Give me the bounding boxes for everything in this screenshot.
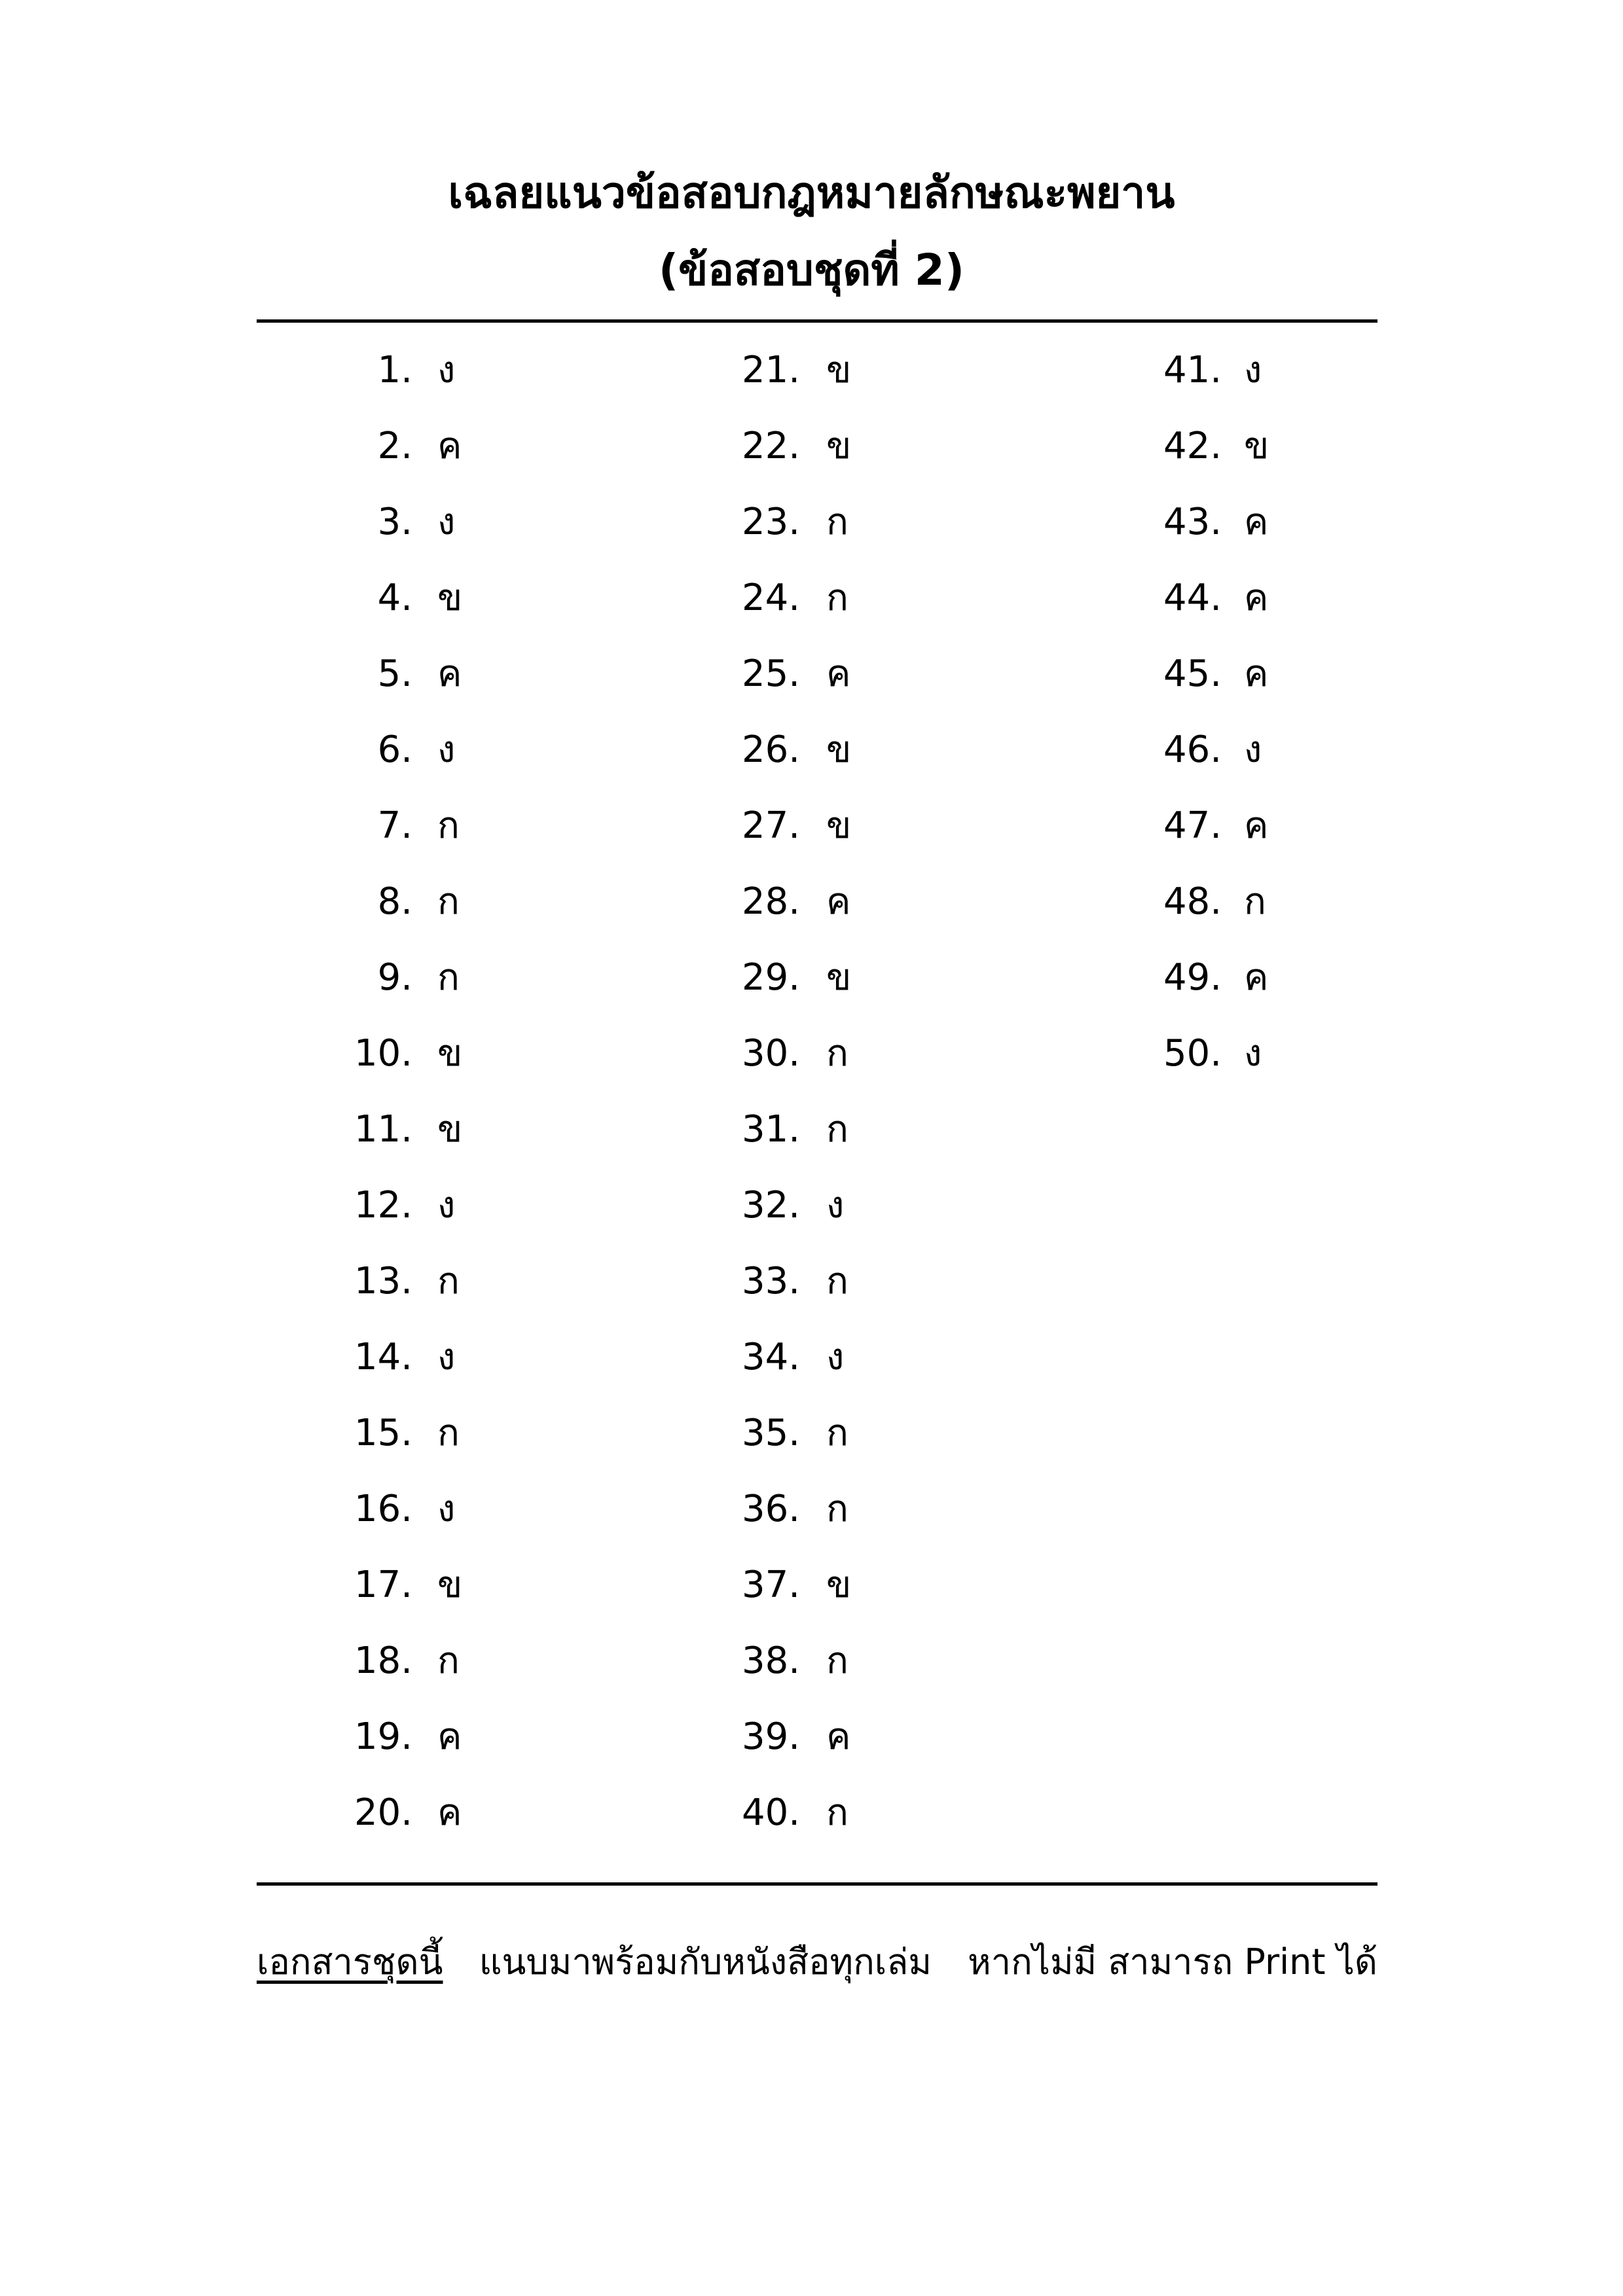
question-number: 29. xyxy=(741,956,800,999)
question-number: 24. xyxy=(741,577,800,619)
question-number: 44. xyxy=(1163,577,1222,619)
question-number: 38. xyxy=(741,1640,800,1682)
answer-choice: ก xyxy=(437,880,460,923)
answer-row xyxy=(0,725,1262,801)
question-number: 16. xyxy=(354,1488,412,1530)
question-number: 23. xyxy=(741,501,800,543)
answer-column-3 xyxy=(0,346,1269,1105)
answer-choice: ง xyxy=(437,349,456,391)
question-number: 14. xyxy=(354,1336,412,1378)
question-number: 37. xyxy=(741,1564,800,1606)
answer-choice: ข xyxy=(1244,425,1269,467)
answer-choice: ง xyxy=(437,501,456,543)
answer-choice: ค xyxy=(1244,653,1269,695)
answer-choice: ง xyxy=(1244,728,1262,771)
footer-underlined-text: เอกสารชุดนี้ xyxy=(257,1941,443,1982)
question-number: 40. xyxy=(741,1791,800,1834)
question-number: 21. xyxy=(741,349,800,391)
question-number: 42. xyxy=(1163,425,1222,467)
answer-choice: ข xyxy=(826,728,852,771)
question-number: 19. xyxy=(354,1715,412,1758)
answer-row xyxy=(0,877,1266,953)
answer-choice: ง xyxy=(1244,1032,1262,1075)
document-title: เฉลยแนวข้อสอบกฎหมายลักษณะพยาน xyxy=(448,168,1175,218)
answer-choice: ก xyxy=(437,1640,460,1682)
top-divider xyxy=(257,319,1377,323)
answer-row xyxy=(0,1029,1262,1105)
answer-choice: ค xyxy=(826,653,851,695)
answer-choice: ก xyxy=(826,1412,848,1454)
answer-row xyxy=(0,649,1269,725)
question-number: 8. xyxy=(377,880,412,923)
question-number: 49. xyxy=(1163,956,1222,999)
answer-row xyxy=(0,801,1269,877)
answer-choice: ก xyxy=(826,1108,848,1151)
answer-choice: ค xyxy=(437,1715,462,1758)
question-number: 33. xyxy=(741,1260,800,1302)
answer-choice: ก xyxy=(826,1791,848,1834)
question-number: 27. xyxy=(741,804,800,847)
answer-choice: ค xyxy=(437,425,462,467)
answer-row xyxy=(0,1560,852,1636)
question-number: 31. xyxy=(741,1108,800,1151)
answer-choice: ข xyxy=(826,956,852,999)
answer-choice: ง xyxy=(826,1184,845,1227)
answer-choice: ข xyxy=(826,1564,852,1606)
question-number: 2. xyxy=(377,425,412,467)
answer-choice: ค xyxy=(1244,956,1269,999)
question-number: 10. xyxy=(354,1032,412,1075)
question-number: 17. xyxy=(354,1564,412,1606)
answer-choice: ค xyxy=(826,1715,851,1758)
document-subtitle: (ข้อสอบชุดที่ 2) xyxy=(659,245,964,295)
question-number: 43. xyxy=(1163,501,1222,543)
question-number: 15. xyxy=(354,1412,412,1454)
question-number: 46. xyxy=(1163,728,1222,771)
question-number: 20. xyxy=(354,1791,412,1834)
question-number: 3. xyxy=(377,501,412,543)
question-number: 34. xyxy=(741,1336,800,1378)
answer-choice: ง xyxy=(437,1488,456,1530)
answer-choice: ข xyxy=(437,1032,463,1075)
answer-choice: ค xyxy=(437,1791,462,1834)
answer-choice: ข xyxy=(826,425,852,467)
answer-choice: ข xyxy=(437,1108,463,1151)
answer-choice: ง xyxy=(437,1184,456,1227)
answer-choice: ก xyxy=(437,956,460,999)
question-number: 22. xyxy=(741,425,800,467)
answer-choice: ง xyxy=(826,1336,845,1378)
answer-choice: ก xyxy=(826,577,848,619)
answer-choice: ข xyxy=(826,349,852,391)
answer-choice: ก xyxy=(826,501,848,543)
answer-row xyxy=(0,1788,848,1864)
answer-row xyxy=(0,1257,848,1333)
answer-choice: ก xyxy=(826,1260,848,1302)
answer-choice: ข xyxy=(826,804,852,847)
answer-choice: ก xyxy=(437,1260,460,1302)
answer-choice: ค xyxy=(437,653,462,695)
answer-choice: ก xyxy=(437,804,460,847)
question-number: 32. xyxy=(741,1184,800,1227)
answer-choice: ค xyxy=(1244,804,1269,847)
question-number: 45. xyxy=(1163,653,1222,695)
answer-choice: ข xyxy=(437,577,463,619)
question-number: 28. xyxy=(741,880,800,923)
question-number: 6. xyxy=(377,728,412,771)
question-number: 35. xyxy=(741,1412,800,1454)
answer-choice: ก xyxy=(437,1412,460,1454)
answer-choice: ง xyxy=(437,1336,456,1378)
answer-row xyxy=(0,1333,845,1408)
answer-row xyxy=(0,497,1269,573)
answer-choice: ก xyxy=(826,1032,848,1075)
question-number: 26. xyxy=(741,728,800,771)
footer-note xyxy=(257,1936,1377,1988)
footer-text-attached: แนบมาพร้อมกับหนังสือทุกเล่ม xyxy=(479,1941,932,1982)
question-number: 48. xyxy=(1163,880,1222,923)
question-number: 4. xyxy=(377,577,412,619)
question-number: 30. xyxy=(741,1032,800,1075)
question-number: 25. xyxy=(741,653,800,695)
answer-row xyxy=(0,1181,845,1257)
answer-choice: ค xyxy=(1244,577,1269,619)
question-number: 7. xyxy=(377,804,412,847)
answer-choice: ง xyxy=(1244,349,1262,391)
question-number: 11. xyxy=(354,1108,412,1151)
answer-choice: ก xyxy=(1244,880,1266,923)
answer-row xyxy=(0,573,1269,649)
question-number: 1. xyxy=(377,349,412,391)
answer-choice: ก xyxy=(826,1640,848,1682)
question-number: 5. xyxy=(377,653,412,695)
answer-row xyxy=(0,1105,848,1181)
question-number: 39. xyxy=(741,1715,800,1758)
answer-row xyxy=(0,422,1269,497)
question-number: 47. xyxy=(1163,804,1222,847)
question-number: 36. xyxy=(741,1488,800,1530)
answer-row xyxy=(0,1712,851,1788)
answer-choice: ค xyxy=(1244,501,1269,543)
answer-row xyxy=(0,1636,848,1712)
answer-choice: ข xyxy=(437,1564,463,1606)
answer-row xyxy=(0,1408,848,1484)
footer-text-print: หากไม่มี สามารถ Print ได้ xyxy=(968,1941,1377,1982)
answer-choice: ก xyxy=(826,1488,848,1530)
question-number: 50. xyxy=(1163,1032,1222,1075)
answer-row xyxy=(0,346,1262,422)
question-number: 13. xyxy=(354,1260,412,1302)
question-number: 18. xyxy=(354,1640,412,1682)
question-number: 12. xyxy=(354,1184,412,1227)
bottom-divider xyxy=(257,1882,1377,1886)
answer-choice: ง xyxy=(437,728,456,771)
question-number: 41. xyxy=(1163,349,1222,391)
answer-choice: ค xyxy=(826,880,851,923)
answer-row xyxy=(0,953,1269,1029)
answer-row xyxy=(0,1484,848,1560)
question-number: 9. xyxy=(377,956,412,999)
